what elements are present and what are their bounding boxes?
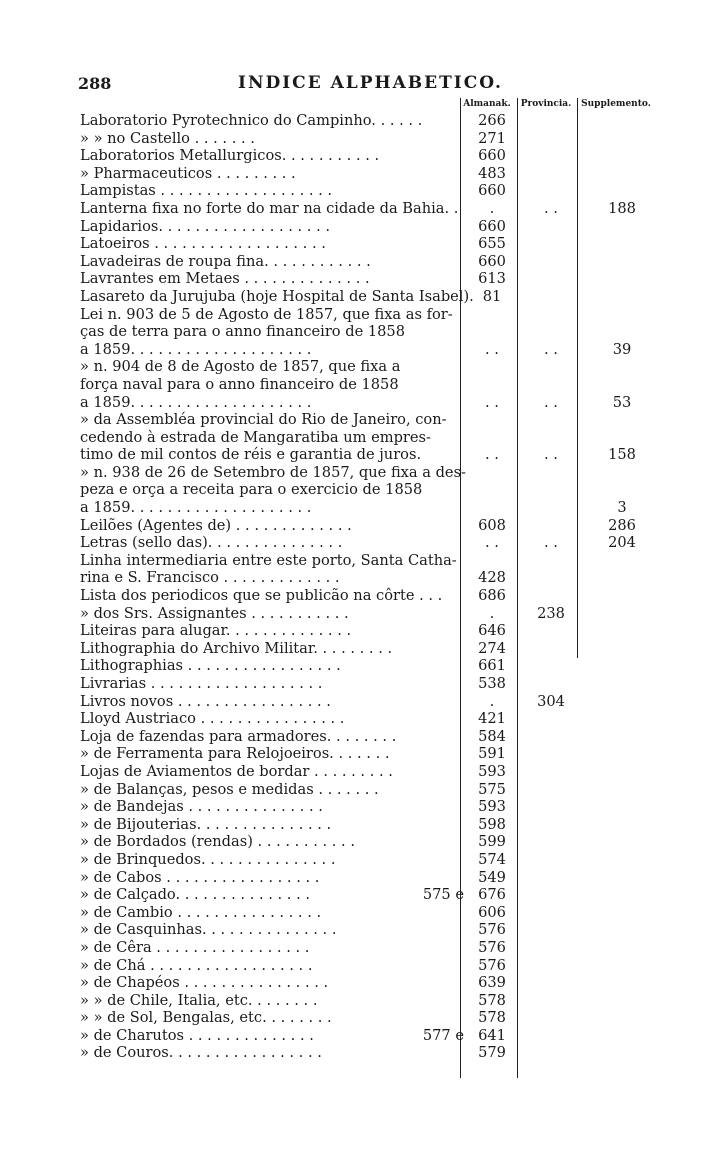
index-row [80, 165, 670, 183]
entry-text: » de Chá . . . . . . . . . . . . . . . . . . [80, 956, 313, 974]
almanak-page: 428 [478, 569, 506, 587]
entry-text: » n. 904 de 8 de Agosto de 1857, que fixa a [80, 358, 401, 376]
index-row [80, 323, 670, 341]
almanak-page: 660 [478, 147, 506, 165]
entry-text: Lanterna fixa no forte do mar na cidade da Bahia. . [80, 199, 459, 217]
entry-text: » da Assembléa provincial do Rio de Janeiro, con- [80, 411, 447, 429]
entry-text: » dos Srs. Assignantes . . . . . . . . . . . [80, 604, 349, 622]
almanak-page: 266 [478, 112, 506, 129]
index-row [80, 429, 670, 447]
almanak-page: 646 [478, 622, 506, 640]
entry-text: » de Charutos . . . . . . . . . . . . . . [80, 1026, 314, 1044]
almanak-page: 584 [478, 727, 506, 745]
index-row [80, 499, 670, 517]
entry-text: Laboratorio Pyrotechnico do Campinho. . . . . . [80, 112, 423, 129]
index-row [80, 306, 670, 324]
index-row [80, 394, 670, 412]
almanak-page: 549 [478, 868, 506, 886]
index-row [80, 675, 670, 693]
almanak-page: . [489, 604, 495, 622]
almanak-page: . . [485, 340, 499, 358]
almanak-page: 81 [482, 287, 502, 305]
index-row [80, 869, 670, 887]
entry-text: Loja de fazendas para armadores. . . . . . . . [80, 727, 397, 745]
almanak-page: 599 [478, 833, 506, 851]
entry-text: » de Bandejas . . . . . . . . . . . . . . . [80, 798, 323, 816]
index-row [80, 411, 670, 429]
entry-text: » » de Sol, Bengalas, etc. . . . . . . . [80, 1009, 332, 1027]
entry-text: Leilões (Agentes de) . . . . . . . . . . . . . [80, 516, 352, 534]
index-row [80, 816, 670, 834]
index-row [80, 622, 670, 640]
index-row [80, 253, 670, 271]
almanak-page: 641 [478, 1026, 506, 1044]
entry-text: Liteiras para alugar. . . . . . . . . . . . . . [80, 622, 352, 640]
almanak-page: 578 [478, 991, 506, 1009]
index-entries [80, 112, 670, 1062]
index-row [80, 464, 670, 482]
almanak-page: 274 [478, 639, 506, 657]
entry-text: Livros novos . . . . . . . . . . . . . . . . . [80, 692, 331, 710]
entry-text: Lapidarios. . . . . . . . . . . . . . . . . . . [80, 217, 331, 235]
almanak-page: 661 [478, 657, 506, 675]
entry-text: » de Chapéos . . . . . . . . . . . . . . . . [80, 974, 329, 992]
index-row [80, 798, 670, 816]
page-title: INDICE ALPHABETICO. [238, 73, 503, 93]
index-row [80, 657, 670, 675]
almanak-page: 686 [478, 587, 506, 605]
index-row [80, 693, 670, 711]
index-row [80, 288, 670, 306]
almanak-page: 579 [478, 1044, 506, 1062]
almanak-page: 574 [478, 850, 506, 868]
entry-text: rina e S. Francisco . . . . . . . . . . . . . [80, 569, 340, 587]
index-row [80, 130, 670, 148]
entry-text: » de Bijouterias. . . . . . . . . . . . . . . [80, 815, 332, 833]
entry-text: Lloyd Austriaco . . . . . . . . . . . . . . . . [80, 710, 345, 728]
index-row [80, 481, 670, 499]
index-row [80, 710, 670, 728]
index-row [80, 886, 670, 904]
almanak-page: 598 [478, 815, 506, 833]
entry-text: ças de terra para o anno financeiro de 1858 [80, 323, 405, 341]
index-row [80, 939, 670, 957]
index-row [80, 781, 670, 799]
entry-text: Lojas de Aviamentos de bordar . . . . . . . . . [80, 762, 393, 780]
supplemento-page: 53 [612, 393, 632, 411]
provincia-page: 238 [537, 604, 565, 622]
almanak-page: 606 [478, 903, 506, 921]
provincia-page: . . [544, 340, 558, 358]
almanak-page: 576 [478, 956, 506, 974]
almanak-page: 538 [478, 675, 506, 692]
provincia-page: 304 [537, 692, 565, 710]
index-row [80, 763, 670, 781]
entry-text: Lasareto da Jurujuba (hoje Hospital de Santa Isabel). [80, 287, 474, 305]
entry-text: Livrarias . . . . . . . . . . . . . . . . . . . [80, 675, 323, 692]
supplemento-page: 3 [617, 499, 627, 517]
inline-page-ref: 575 e [422, 886, 464, 904]
entry-text: cedendo à estrada de Mangaratiba um empres- [80, 428, 431, 446]
index-row [80, 1044, 670, 1062]
almanak-page: 483 [478, 164, 506, 182]
inline-page-ref: 577 e [422, 1026, 464, 1044]
entry-text: » de Couros. . . . . . . . . . . . . . . . . [80, 1044, 322, 1062]
entry-text: peza e orça a receita para o exercicio de 1858 [80, 481, 423, 499]
index-row [80, 218, 670, 236]
entry-text: Lithographia do Archivo Militar. . . . . . . . . [80, 639, 393, 657]
index-row [80, 341, 670, 359]
supplemento-page: 158 [608, 446, 636, 464]
index-row [80, 358, 670, 376]
almanak-page: 660 [478, 217, 506, 235]
index-row [80, 200, 670, 218]
index-row [80, 446, 670, 464]
entry-text: Lithographias . . . . . . . . . . . . . . . . . [80, 657, 341, 675]
almanak-page: 593 [478, 798, 506, 816]
supplemento-page: 188 [608, 199, 636, 217]
index-row [80, 270, 670, 288]
almanak-page: 660 [478, 252, 506, 270]
entry-text: Lista dos periodicos que se publicão na côrte . . . [80, 587, 443, 605]
almanak-page: . . [485, 393, 499, 411]
supplemento-page: 204 [608, 534, 636, 552]
entry-text: Latoeiros . . . . . . . . . . . . . . . . . . . [80, 235, 326, 253]
supplemento-page: 39 [612, 340, 632, 358]
almanak-page: . . [485, 534, 499, 552]
almanak-page: 660 [478, 182, 506, 200]
entry-text: » de Balanças, pesos e medidas . . . . . . . [80, 780, 379, 798]
entry-text: a 1859. . . . . . . . . . . . . . . . . . . . [80, 340, 312, 358]
almanak-page: 271 [478, 129, 506, 147]
index-row [80, 112, 670, 130]
index-row [80, 851, 670, 869]
provincia-page: . . [544, 446, 558, 464]
almanak-page: 613 [478, 270, 506, 288]
almanak-page: 655 [478, 235, 506, 253]
column-header-provincia: Provincia. [520, 99, 572, 109]
entry-text: Lavadeiras de roupa fina. . . . . . . . . . . . [80, 252, 371, 270]
almanak-page: . [489, 692, 495, 710]
index-row [80, 957, 670, 975]
index-row [80, 728, 670, 746]
index-row [80, 833, 670, 851]
entry-text: » de Calçado. . . . . . . . . . . . . . . [80, 886, 310, 904]
index-row [80, 182, 670, 200]
provincia-page: . . [544, 199, 558, 217]
entry-text: a 1859. . . . . . . . . . . . . . . . . . . . [80, 499, 312, 517]
entry-text: » de Cambio . . . . . . . . . . . . . . . . [80, 903, 322, 921]
index-row [80, 147, 670, 165]
index-row [80, 569, 670, 587]
entry-text: » de Cabos . . . . . . . . . . . . . . . . . [80, 868, 320, 886]
entry-text: Lavrantes em Metaes . . . . . . . . . . . . . . [80, 270, 370, 288]
almanak-page: 421 [478, 710, 506, 728]
index-row [80, 1009, 670, 1027]
entry-text: força naval para o anno financeiro de 1858 [80, 375, 399, 393]
column-header-almanak: Almanak. [463, 99, 511, 109]
entry-text: » de Brinquedos. . . . . . . . . . . . . . . [80, 850, 336, 868]
almanak-page: 575 [478, 780, 506, 798]
entry-text: » de Casquinhas. . . . . . . . . . . . . . . [80, 921, 337, 939]
almanak-page: . [489, 199, 495, 217]
almanak-page: 676 [478, 886, 506, 904]
entry-text: » Pharmaceuticos . . . . . . . . . [80, 164, 296, 182]
index-row [80, 552, 670, 570]
entry-text: » n. 938 de 26 de Setembro de 1857, que fixa a des- [80, 463, 466, 481]
index-row [80, 605, 670, 623]
almanak-page: 578 [478, 1009, 506, 1027]
index-row [80, 640, 670, 658]
entry-text: » » no Castello . . . . . . . [80, 129, 255, 147]
index-row [80, 1027, 670, 1045]
almanak-page: 576 [478, 921, 506, 939]
almanak-page: 576 [478, 938, 506, 956]
column-header-supplemento: Supplemento. [581, 99, 651, 109]
almanak-page: . . [485, 446, 499, 464]
index-row [80, 992, 670, 1010]
page-number: 288 [78, 74, 112, 93]
almanak-page: 608 [478, 516, 506, 534]
entry-text: » de Ferramenta para Relojoeiros. . . . . . . [80, 745, 390, 763]
index-row [80, 376, 670, 394]
entry-text: Linha intermediaria entre este porto, Santa Catha- [80, 551, 457, 569]
provincia-page: . . [544, 534, 558, 552]
almanak-page: 591 [478, 745, 506, 763]
index-row [80, 921, 670, 939]
index-row [80, 534, 670, 552]
entry-text: Lampistas . . . . . . . . . . . . . . . . . . . [80, 182, 333, 200]
entry-text: Lei n. 903 de 5 de Agosto de 1857, que fixa as for- [80, 305, 453, 323]
index-row [80, 904, 670, 922]
index-row [80, 587, 670, 605]
provincia-page: . . [544, 393, 558, 411]
entry-text: » » de Chile, Italia, etc. . . . . . . . [80, 991, 318, 1009]
entry-text: Letras (sello das). . . . . . . . . . . . . . . [80, 534, 343, 552]
index-row [80, 745, 670, 763]
entry-text: Laboratorios Metallurgicos. . . . . . . . . . . [80, 147, 380, 165]
entry-text: » de Bordados (rendas) . . . . . . . . . . . [80, 833, 355, 851]
index-row [80, 974, 670, 992]
supplemento-page: 286 [608, 516, 636, 534]
almanak-page: 593 [478, 762, 506, 780]
index-row [80, 235, 670, 253]
entry-text: timo de mil contos de réis e garantia de juros. [80, 446, 422, 464]
index-row [80, 517, 670, 535]
entry-text: » de Cêra . . . . . . . . . . . . . . . . . [80, 938, 310, 956]
almanak-page: 639 [478, 974, 506, 992]
entry-text: a 1859. . . . . . . . . . . . . . . . . . . . [80, 393, 312, 411]
